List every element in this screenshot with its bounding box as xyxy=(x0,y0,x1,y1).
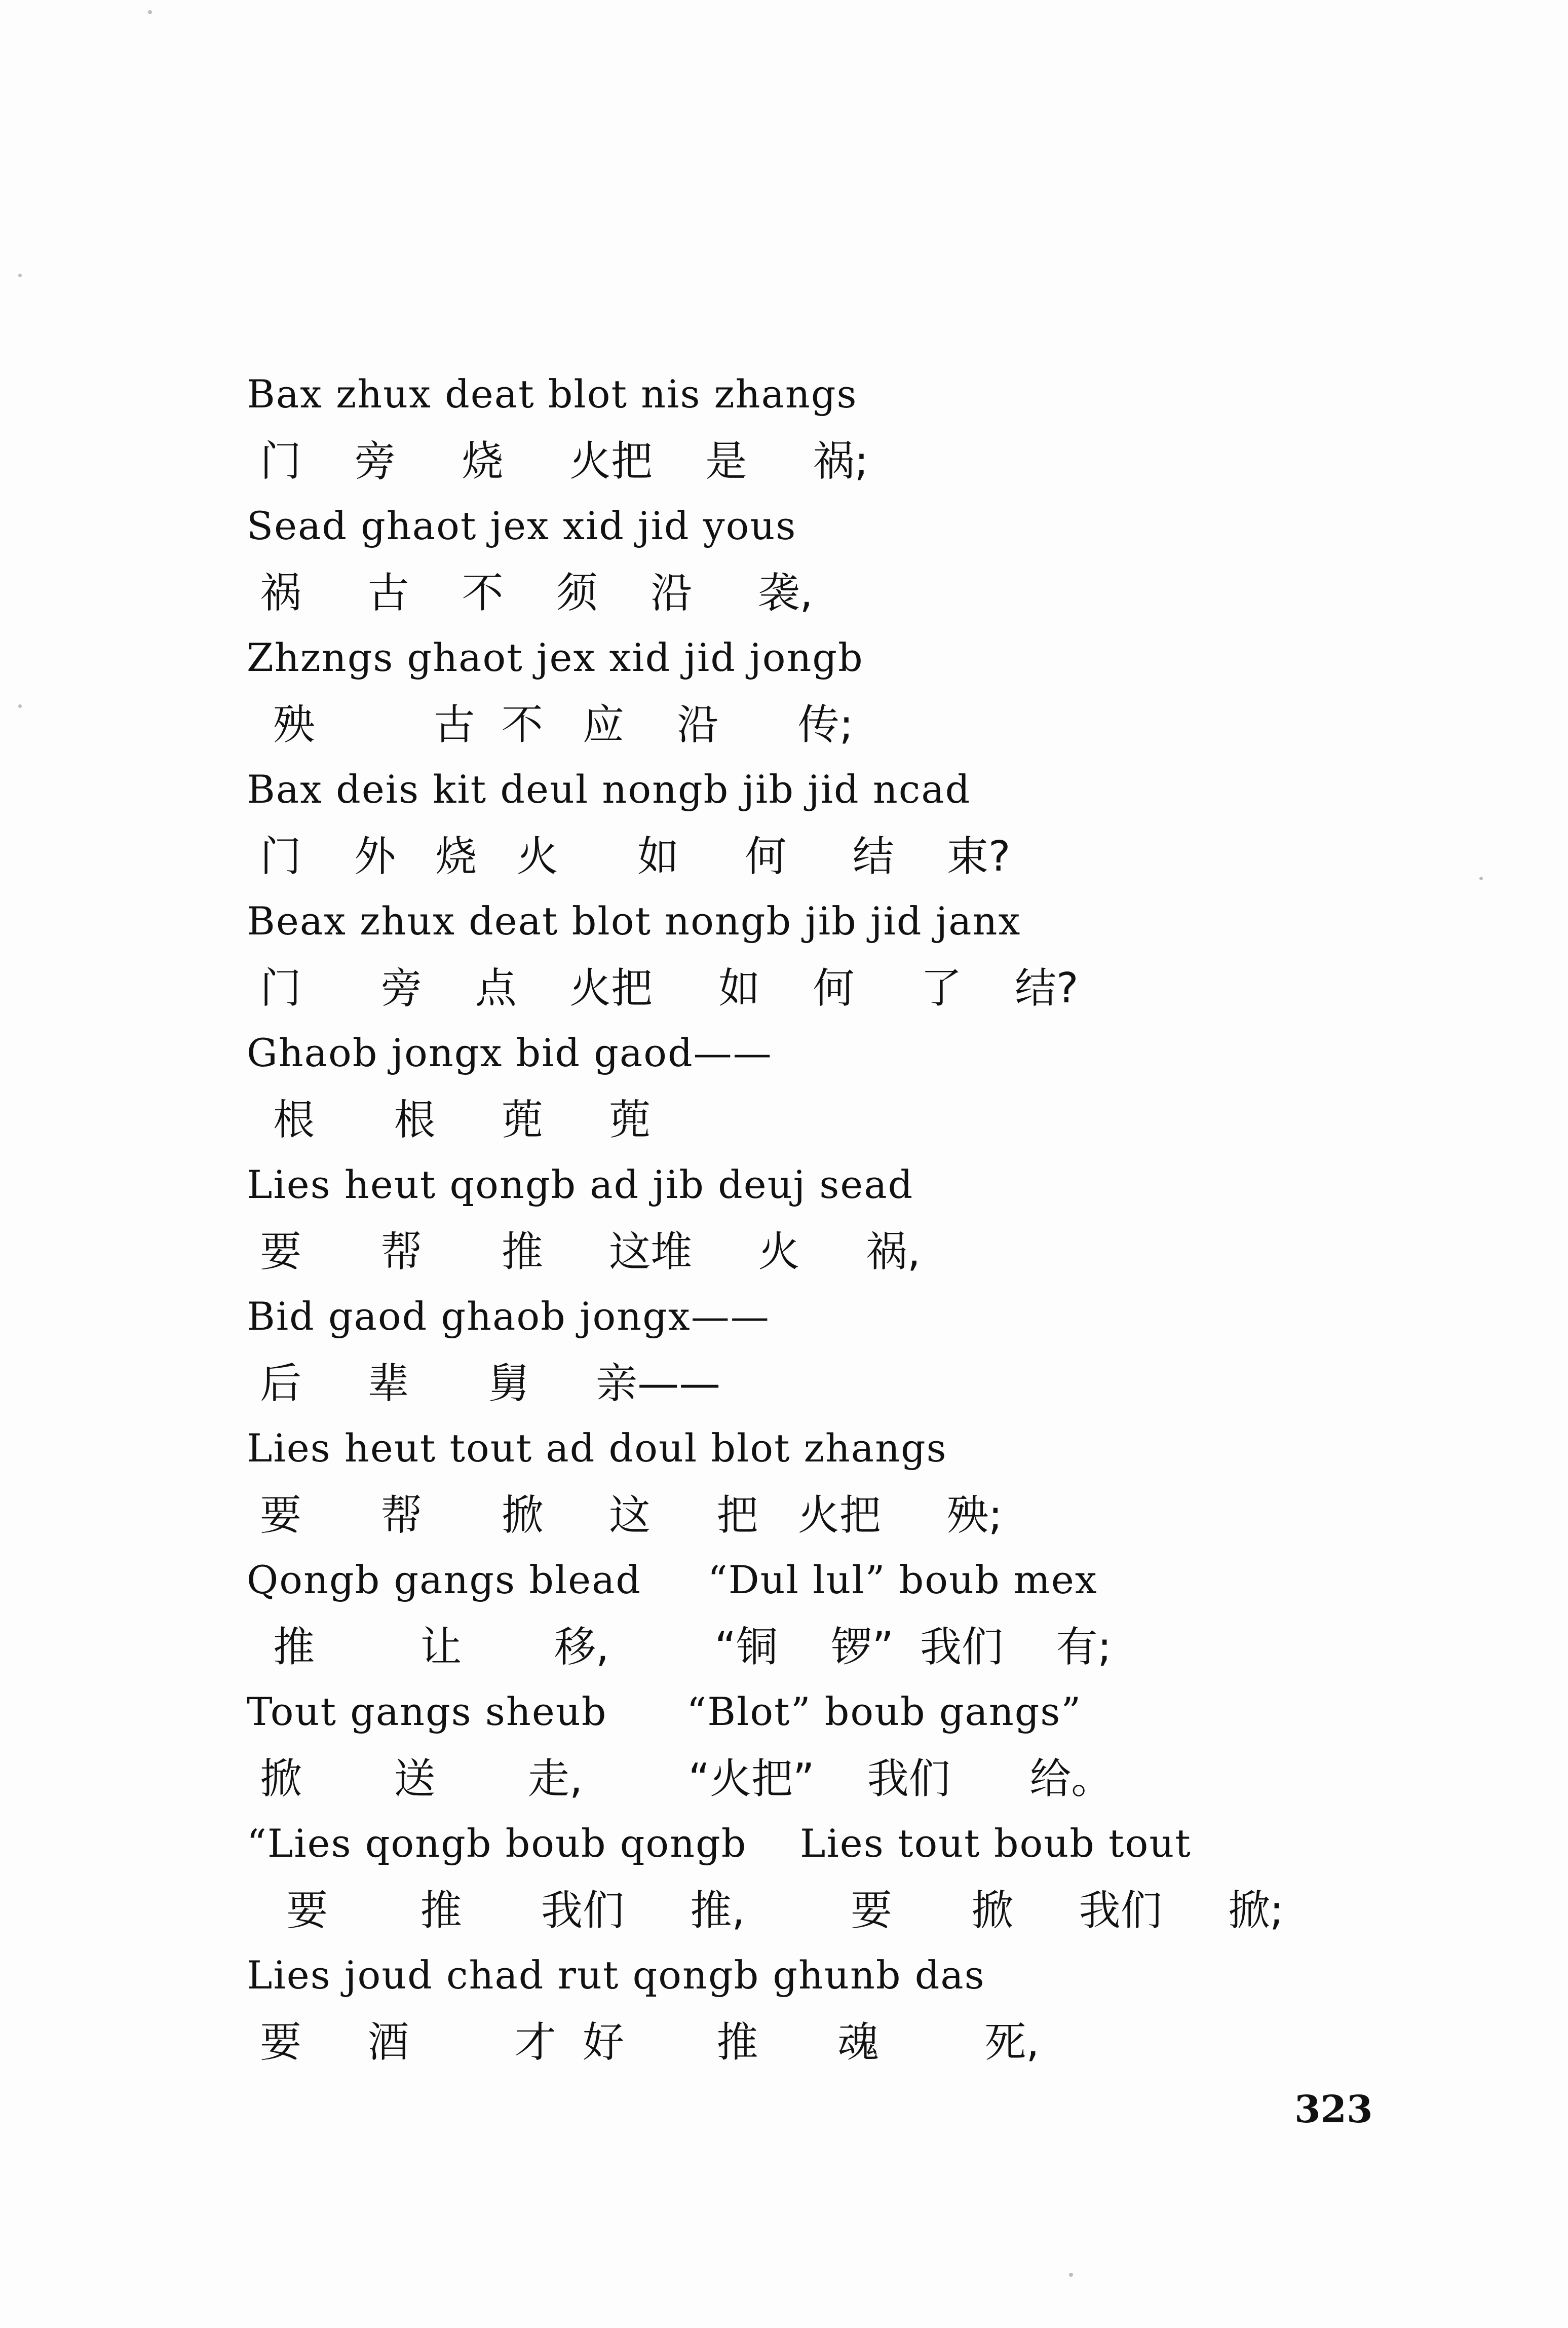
romanized-line: Ghaob jongx bid gaod—— xyxy=(247,1030,773,1075)
romanized-line: Bax deis kit deul nongb jib jid ncad xyxy=(247,767,971,812)
chinese-line: 门 外 烧 火 如 何 结 束? xyxy=(247,833,1011,881)
chinese-line: 要 酒 才 好 推 魂 死, xyxy=(247,2018,1040,2067)
scan-speck xyxy=(1479,877,1483,880)
romanized-line: “Lies qongb boub qongb Lies tout boub tout xyxy=(247,1821,1192,1866)
romanized-line: Bax zhux deat blot nis zhangs xyxy=(247,371,858,417)
romanized-line: Zhzngs ghaot jex xid jid jongb xyxy=(247,635,864,680)
romanized-line: Tout gangs sheub “Blot” boub gangs” xyxy=(247,1689,1082,1734)
romanized-line: Lies joud chad rut qongb ghunb das xyxy=(247,1952,985,1998)
chinese-line: 掀 送 走, “火把” 我们 给。 xyxy=(247,1755,1113,1803)
chinese-line: 推 让 移, “铜 锣” 我们 有; xyxy=(247,1623,1112,1671)
scan-speck xyxy=(1069,2273,1073,2277)
chinese-line: 要 推 我们 推, 要 掀 我们 掀; xyxy=(247,1887,1284,1935)
romanized-line: Qongb gangs blead “Dul lul” boub mex xyxy=(247,1557,1098,1602)
romanized-line: Lies heut tout ad doul blot zhangs xyxy=(247,1425,947,1471)
scan-speck xyxy=(148,10,152,14)
chinese-line: 要 帮 掀 这 把 火把 殃; xyxy=(247,1491,1003,1540)
romanized-line: Bid gaod ghaob jongx—— xyxy=(247,1294,770,1339)
chinese-line: 后 辈 舅 亲—— xyxy=(247,1360,721,1408)
chinese-line: 要 帮 推 这堆 火 祸, xyxy=(247,1228,921,1276)
romanized-line: Lies heut qongb ad jib deuj sead xyxy=(247,1162,914,1207)
page-number: 323 xyxy=(1294,2088,1373,2131)
scan-speck xyxy=(18,274,22,277)
chinese-line: 门 旁 点 火把 如 何 了 结? xyxy=(247,964,1079,1012)
romanized-line: Sead ghaot jex xid jid yous xyxy=(247,503,797,548)
chinese-line: 门 旁 烧 火把 是 祸; xyxy=(247,437,869,485)
chinese-line: 祸 古 不 须 沿 袭, xyxy=(247,569,813,617)
chinese-line: 殃 古 不 应 沿 传; xyxy=(247,701,854,749)
romanized-line: Beax zhux deat blot nongb jib jid janx xyxy=(247,898,1021,944)
chinese-line: 根 根 蔸 蔸 xyxy=(247,1096,651,1144)
scan-speck xyxy=(18,704,22,708)
